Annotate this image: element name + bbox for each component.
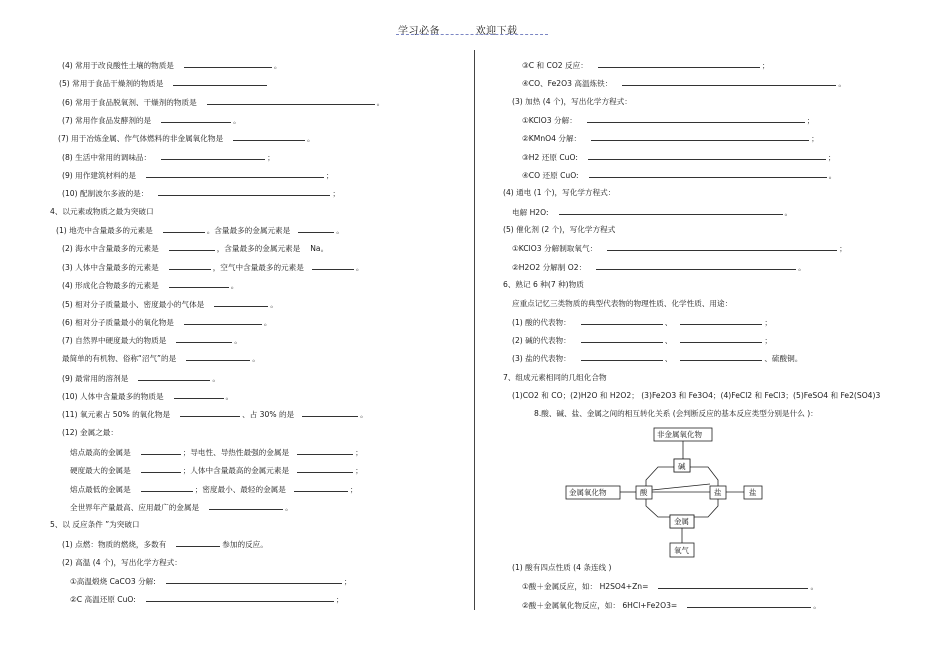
left-line: [62, 539, 268, 550]
left-line: [70, 465, 363, 476]
question-text: 5、以 反应条件 ”为突破口: [50, 520, 140, 529]
question-text-tail: ；: [325, 171, 334, 180]
right-line: [512, 262, 806, 273]
question-text: ①KClO3 分解：: [522, 116, 577, 125]
label-acid: 酸: [640, 488, 648, 497]
left-line: [50, 520, 140, 530]
question-text-tail: ；: [343, 577, 352, 586]
left-line: [70, 576, 351, 587]
question-text: (6) 常用于食品脱氧剂、干燥剂的物质是: [62, 98, 197, 107]
question-text: ②H2O2 分解制 O2：: [512, 263, 587, 272]
right-line: [512, 563, 612, 573]
left-line: [70, 484, 357, 495]
answer-blank[interactable]: [581, 335, 663, 343]
answer-blank[interactable]: [161, 115, 231, 123]
header-left-text: 学习必备: [398, 26, 440, 37]
question-text-end: 。: [336, 226, 344, 235]
question-text-end: 。: [355, 263, 364, 272]
question-text-tail: 。: [230, 281, 239, 290]
question-text: (2) 碱的代表物：: [512, 336, 571, 345]
right-line: [522, 600, 821, 611]
question-text: 6、熟记 6 种(7 种)物质: [503, 280, 584, 289]
question-text: (3) 加热 (4 个)，写出化学方程式：: [512, 97, 632, 106]
question-text: (5) 相对分子质量最小、密度最小的气体是: [62, 300, 205, 309]
answer-blank[interactable]: [166, 576, 342, 584]
question-text-tail: 。: [252, 354, 260, 363]
right-line: [522, 78, 846, 89]
left-line: [62, 299, 278, 310]
question-text: (2) 高温 (4 个)，写出化学方程式：: [62, 558, 182, 567]
question-text-tail: 。: [212, 374, 220, 383]
question-text-tail: 、: [664, 336, 673, 345]
question-text-tail: ；密度最小、最轻的金属是: [194, 485, 286, 494]
question-text: (5) 催化剂 (2 个)，写化学方程式: [503, 225, 616, 234]
answer-blank[interactable]: [302, 409, 358, 417]
answer-blank[interactable]: [141, 465, 181, 473]
left-line: [70, 594, 343, 605]
answer-blank[interactable]: [298, 225, 334, 233]
answer-blank[interactable]: [680, 335, 762, 343]
answer-blank[interactable]: [141, 484, 193, 492]
answer-blank[interactable]: [141, 447, 181, 455]
question-text-tail: 。: [233, 116, 241, 125]
answer-blank[interactable]: [587, 115, 805, 123]
left-line: [62, 152, 275, 163]
right-line: [512, 243, 847, 254]
answer-blank[interactable]: [588, 152, 826, 160]
answer-blank[interactable]: [598, 60, 760, 68]
question-text-tail: ，含量最多的金属元素是: [216, 244, 301, 253]
answer-blank[interactable]: [297, 465, 353, 473]
question-text-tail: 、: [664, 318, 673, 327]
question-text: ②C 高温还原 CuO:: [70, 595, 136, 604]
answer-blank[interactable]: [559, 207, 783, 215]
answer-blank[interactable]: [581, 317, 663, 325]
cross-line: [652, 484, 710, 490]
answer-blank[interactable]: [161, 152, 265, 160]
question-text-end: ；: [764, 318, 772, 327]
question-text: (9) 最常用的溶剂是: [62, 374, 129, 383]
question-text: 4、以元素或物质之最为突破口: [50, 207, 154, 216]
question-text: (7) 用于冶炼金属、作气体燃料的非金属氧化物是: [58, 134, 224, 143]
answer-blank[interactable]: [169, 280, 229, 288]
left-line: [62, 353, 260, 364]
question-text: (4) 通电 (1 个)，写化学方程式：: [503, 188, 616, 197]
right-line: [522, 60, 769, 71]
label-metal-oxide: 金属氧化物: [569, 488, 607, 497]
answer-blank[interactable]: [163, 225, 205, 233]
label-oxygen: 氧气: [674, 546, 689, 555]
answer-blank[interactable]: [158, 188, 330, 196]
right-line: [522, 170, 836, 181]
answer-blank[interactable]: [591, 133, 809, 141]
question-text-tail: 。: [828, 171, 837, 180]
answer-blank[interactable]: [169, 243, 215, 251]
right-line: [503, 280, 584, 290]
question-text-tail: 。: [798, 263, 806, 272]
answer-blank[interactable]: [209, 502, 283, 510]
answer-blank[interactable]: [581, 353, 663, 361]
answer-blank[interactable]: [607, 243, 837, 251]
question-text-tail: ；: [761, 61, 770, 70]
question-text: ①KClO3 分解制取氧气：: [512, 244, 598, 253]
question-text-tail: 。: [225, 392, 234, 401]
question-text: ②KMnO4 分解：: [522, 134, 582, 143]
question-text: ③C 和 CO2 反应：: [522, 61, 588, 70]
right-line: [503, 225, 615, 235]
left-line: [62, 373, 220, 384]
answer-blank[interactable]: [173, 78, 267, 86]
answer-blank[interactable]: [184, 60, 272, 68]
answer-blank[interactable]: [174, 391, 224, 399]
question-text: (1)CO2 和 CO；(2)H2O 和 H2O2； (3)Fe2O3 和 Fe3O4；(4)FeCl2 和 FeCl3；(5)FeSO4 和 Fe2(SO4)3: [512, 391, 881, 400]
question-text: 熔点最高的金属是: [70, 448, 131, 457]
answer-blank[interactable]: [294, 484, 348, 492]
question-text-tail: ；导电性、导热性最强的金属是: [182, 448, 290, 457]
right-line: [503, 188, 615, 198]
left-line: [50, 207, 154, 217]
question-text: (4) 形成化合物最多的元素是: [62, 281, 159, 290]
answer-blank[interactable]: [596, 262, 796, 270]
answer-blank[interactable]: [589, 170, 827, 178]
right-line: [512, 97, 632, 107]
question-text-tail: 。: [376, 98, 385, 107]
answer-blank[interactable]: [176, 335, 232, 343]
question-text-tail: ；: [839, 244, 847, 253]
answer-blank[interactable]: [184, 317, 262, 325]
answer-blank[interactable]: [186, 353, 250, 361]
question-text-tail: ；人体中含量最高的金属元素是: [182, 466, 290, 475]
question-text: (8) 生活中常用的调味品：: [62, 153, 152, 162]
question-text: 全世界年产量最高、应用最广的金属是: [70, 503, 200, 512]
left-line: [62, 170, 334, 181]
answer-blank[interactable]: [214, 299, 268, 307]
question-text: 硬度最大的金属是: [70, 466, 131, 475]
right-line: [512, 299, 732, 309]
answer-blank[interactable]: [169, 262, 211, 270]
question-text-tail: 。: [810, 582, 819, 591]
left-line: [62, 243, 328, 254]
question-text: ①高温煅烧 CaCO3 分解:: [70, 577, 156, 586]
right-line: [522, 152, 835, 163]
right-line: [522, 115, 814, 126]
left-line: [62, 391, 233, 402]
left-line: [62, 97, 384, 108]
left-line: [62, 60, 281, 71]
left-line: [58, 133, 315, 144]
question-text: ④CO 还原 CuO:: [522, 171, 579, 180]
label-base: 碱: [678, 462, 686, 471]
right-line: [512, 335, 772, 346]
question-text: 熔点最低的金属是: [70, 485, 131, 494]
question-text: (2) 海水中含量最多的元素是: [62, 244, 159, 253]
question-text-tail: ；: [267, 153, 275, 162]
column-divider: [474, 50, 475, 610]
question-text-tail: ，空气中含量最多的元素是: [212, 263, 304, 272]
question-text-end: ；: [349, 485, 358, 494]
answer-blank[interactable]: [180, 409, 240, 417]
question-text: ①酸＋金属反应，如： H2SO4+Zn=: [522, 582, 649, 591]
left-line: [62, 317, 271, 328]
question-text-tail: 。: [270, 300, 278, 309]
conversion-diagram: [560, 424, 780, 564]
right-line: [503, 373, 607, 383]
question-text-end: Na。: [310, 244, 329, 253]
question-text-tail: 。: [285, 503, 293, 512]
left-line: [59, 78, 267, 89]
question-text: (4) 常用于改良酸性土壤的物质是: [62, 61, 174, 70]
question-text: (6) 相对分子质量最小的氧化物是: [62, 318, 174, 327]
question-text-tail: 、: [664, 354, 673, 363]
question-text: (3) 盐的代表物：: [512, 354, 571, 363]
question-text: (7) 自然界中硬度最大的物质是: [62, 336, 167, 345]
question-text: (1) 酸的代表物：: [512, 318, 571, 327]
question-text: (7) 常用作食品发酵剂的是: [62, 116, 152, 125]
left-line: [70, 502, 293, 513]
answer-blank[interactable]: [312, 262, 354, 270]
left-line: [62, 188, 340, 199]
question-text-end: ；: [764, 336, 772, 345]
right-line: [512, 207, 792, 218]
left-line: [62, 280, 238, 291]
question-text-tail: 。: [234, 336, 242, 345]
right-line: [512, 391, 880, 401]
answer-blank[interactable]: [176, 539, 220, 547]
header-right-text: 欢迎下载: [475, 26, 518, 37]
right-line: [534, 409, 818, 419]
label-salt-right: 盐: [749, 488, 757, 497]
left-line: [62, 335, 242, 346]
question-text: (10) 配制波尔多液的是：: [62, 189, 149, 198]
question-text-tail: 。: [784, 208, 793, 217]
question-text-tail: 。: [813, 601, 821, 610]
question-text: (9) 用作建筑材料的是: [62, 171, 136, 180]
question-text-end: 。: [360, 410, 368, 419]
answer-blank[interactable]: [207, 97, 375, 105]
answer-blank[interactable]: [658, 581, 808, 589]
question-text-tail: ；: [806, 116, 815, 125]
left-line: [62, 558, 182, 568]
question-text: (1) 酸有四点性质 (4 条连线 ): [512, 563, 612, 572]
left-line: [62, 428, 118, 438]
question-text-tail: ；: [827, 153, 836, 162]
question-text: ③H2 还原 CuO:: [522, 153, 578, 162]
question-text-tail: ；: [332, 189, 340, 198]
question-text: 8.酸、碱、盐、金属之间的相互转化关系 (会判断反应的基本反应类型分别是什么 )：: [534, 409, 818, 418]
label-salt-center: 盐: [714, 488, 722, 497]
question-text-end: 、硫酸铜。: [764, 354, 803, 363]
left-line: [62, 262, 363, 273]
answer-blank[interactable]: [680, 353, 762, 361]
question-text-tail: 参加的反应。: [222, 540, 268, 549]
answer-blank[interactable]: [680, 317, 762, 325]
question-text-tail: 。: [838, 79, 846, 88]
label-metal: 金属: [674, 517, 689, 526]
question-text-end: ；: [355, 466, 363, 475]
question-text: 电解 H2O:: [512, 208, 549, 217]
question-text: (12) 金属之最：: [62, 428, 118, 437]
question-text-tail: ；: [335, 595, 344, 604]
right-line: [512, 353, 802, 364]
right-line: [522, 581, 818, 592]
question-text: (1) 地壳中含量最多的元素是: [56, 226, 153, 235]
question-text: (1) 点燃：物质的燃烧，多数有: [62, 540, 167, 549]
question-text-tail: 。: [273, 61, 282, 70]
question-text-tail: 。: [307, 134, 315, 143]
question-text-tail: ；: [811, 134, 819, 143]
left-line: [62, 409, 368, 420]
answer-blank[interactable]: [233, 133, 305, 141]
question-text-end: ；: [355, 448, 363, 457]
question-text: ④CO、Fe2O3 高温炼铁：: [522, 79, 613, 88]
question-text: 7、组成元素相同的几组化合物: [503, 373, 607, 382]
question-text: (11) 氧元素占 50% 的氧化物是: [62, 410, 171, 419]
label-nonmetal-oxide: 非金属氧化物: [657, 430, 702, 439]
question-text: 最简单的有机物、俗称“沼气”的是: [62, 354, 177, 363]
question-text: ②酸＋金属氧化物反应，如： 6HCl+Fe2O3=: [522, 601, 678, 610]
answer-blank[interactable]: [297, 447, 353, 455]
left-line: [56, 225, 344, 236]
answer-blank[interactable]: [146, 170, 324, 178]
question-text: 应重点记忆三类物质的典型代表物的物理性质、化学性质、用途：: [512, 299, 733, 308]
right-line: [512, 317, 772, 328]
question-text-tail: 、占 30% 的是: [242, 410, 295, 419]
question-text-tail: 。含量最多的金属元素是: [206, 226, 291, 235]
question-text-tail: 。: [263, 318, 272, 327]
left-line: [70, 447, 363, 458]
answer-blank[interactable]: [138, 373, 210, 381]
left-line: [62, 115, 241, 126]
question-text: (3) 人体中含量最多的元素是: [62, 263, 159, 272]
question-text: (10) 人体中含量最多的物质是: [62, 392, 164, 401]
answer-blank[interactable]: [687, 600, 811, 608]
question-text: (5) 常用于食品干燥剂的物质是: [59, 79, 164, 88]
answer-blank[interactable]: [146, 594, 334, 602]
right-line: [522, 133, 819, 144]
answer-blank[interactable]: [622, 78, 836, 86]
header-dashed-rule: [396, 34, 548, 35]
